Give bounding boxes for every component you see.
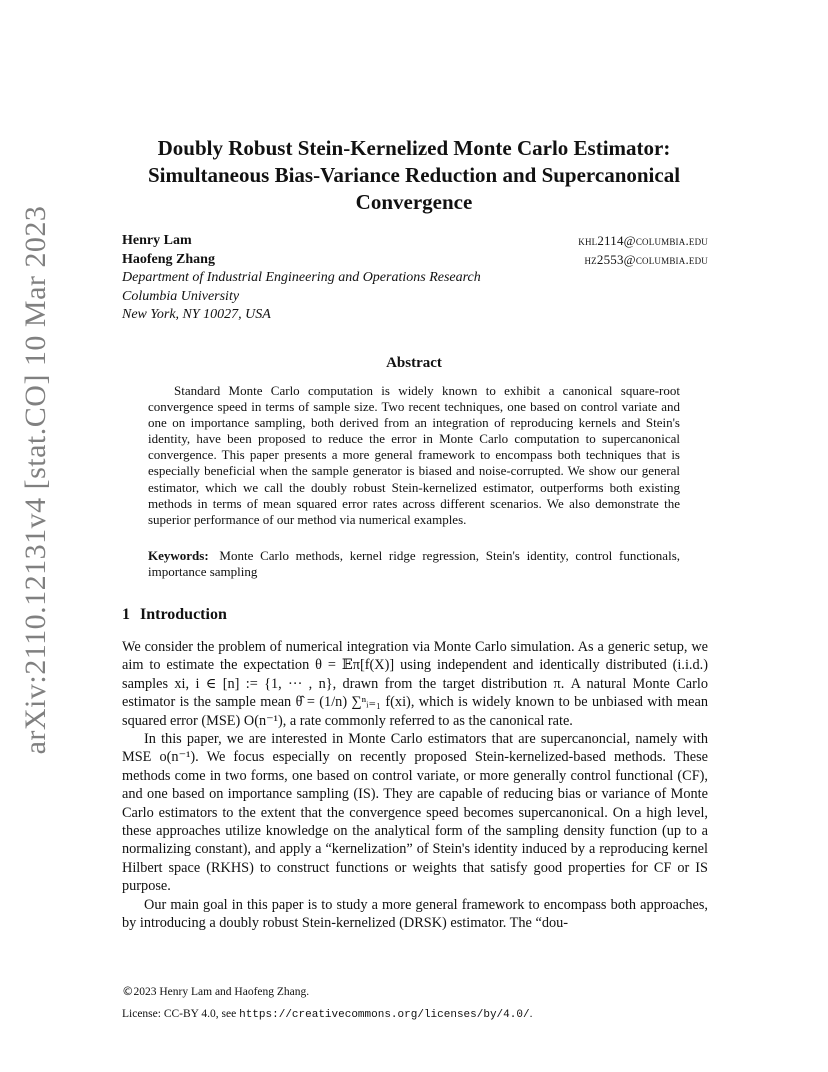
body-text: [122, 638, 708, 933]
license-prefix: License: CC-BY 4.0, see: [122, 1008, 240, 1020]
paper-title: [100, 135, 728, 216]
affiliation-line: New York, NY 10027, USA: [122, 307, 271, 322]
section-heading: [122, 606, 227, 624]
abstract-text: Standard Monte Carlo computation is widely known to exhibit a canonical square-root convergence speed in terms of sample size. Two recent techniques, one based on control variate and one on importance sampling, both derived from an integration of reproducing kernels and Stein's identity, have been proposed to reduce the error in Monte Carlo computation to supercanonical convergence. This paper presents a more general framework to encompass both techniques that is especially beneficial when the sample generator is biased and noise-corrupted. We show our general estimator, which we call the doubly robust Stein-kernelized estimator, outperforms both existing methods in terms of mean squared error rates across different scenarios. We also demonstrate the superior performance of our method via numerical examples.: [148, 383, 680, 527]
author-email: hz2553@columbia.edu: [584, 251, 708, 267]
keywords-text: Monte Carlo methods, kernel ridge regression, Stein's identity, control functionals, importance sampling: [148, 548, 680, 580]
title-line: Convergence: [355, 190, 473, 214]
license-line: [122, 1003, 532, 1026]
copyright-text: 2023 Henry Lam and Haofeng Zhang.: [133, 986, 310, 998]
license-suffix: .: [529, 1008, 533, 1020]
title-line: Doubly Robust Stein-Kernelized Monte Carlo Estimator:: [157, 136, 671, 160]
section-number: 1: [122, 606, 130, 623]
author-email: khl2114@columbia.edu: [578, 233, 708, 248]
title-line: Simultaneous Bias-Variance Reduction and Supercanonical: [147, 163, 681, 187]
paragraph: Our main goal in this paper is to study a more general framework to encompass both approaches, by introducing a doubly robust Stein-kernelized (DRSK) estimator. The “dou-: [122, 896, 708, 932]
keywords: [148, 548, 680, 580]
affiliation-line: Department of Industrial Engineering and Operations Research: [122, 270, 481, 285]
copyright-line: [122, 980, 532, 1003]
author-name: Haofeng Zhang: [122, 251, 215, 267]
abstract: [148, 383, 680, 528]
author-block: [122, 232, 708, 325]
paragraph: In this paper, we are interested in Monte Carlo estimators that are supercanoncial, namely with MSE o(n⁻¹). We focus especially on recently proposed Stein-kernelized-based methods. These methods come in two forms, one based on control variate, or more generally control functional (CF), and one based on importance sampling (IS). They are capable of reducing bias or variance of Monte Carlo estimators to the extent that the convergence speed becomes supercanonical. On a high level, these approaches utilize knowledge on the analytical form of the sampling density function (up to a normalizing constant), and apply a “kernelization” of Stein's identity induced by a reproducing kernel Hilbert space (RKHS) to construct functions or weights that satisfy good properties for CF or IS purpose.: [122, 731, 708, 895]
section-title: Introduction: [140, 606, 227, 623]
footer: [122, 980, 532, 1026]
author-row: [122, 232, 708, 251]
arxiv-identifier: arXiv:2110.12131v4 [stat.CO] 10 Mar 2023: [19, 205, 52, 755]
affiliation-line: Columbia University: [122, 288, 240, 304]
author-row: [122, 251, 708, 270]
arxiv-stamp: [0, 0, 72, 1072]
paragraph: We consider the problem of numerical integration via Monte Carlo simulation. As a generic setup, we aim to estimate the expectation θ = 𝔼π[f(X)] using independent and identically distributed (i.i.d.) samples xi, i ∈ [n] := {1, ··· , n}, drawn from the target distribution π. A natural Monte Carlo estimator is the sample mean θ̂ = (1/n) ∑ⁿᵢ₌₁ f(xi), which is widely known to be unbiased with mean squared error (MSE) O(n⁻¹), a rate commonly referred to as the canonical rate.: [122, 639, 708, 729]
keywords-label: Keywords:: [148, 548, 209, 563]
author-name: Henry Lam: [122, 233, 192, 248]
license-url-link[interactable]: https://creativecommons.org/licenses/by/4.0/: [239, 1009, 530, 1021]
abstract-heading: Abstract: [386, 355, 442, 371]
copyright-symbol: ©: [122, 984, 134, 998]
